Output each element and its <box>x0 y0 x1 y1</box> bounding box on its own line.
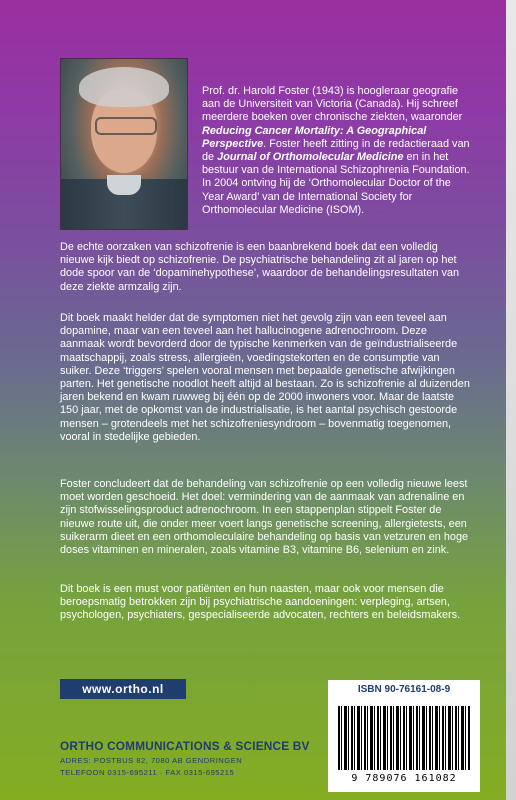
ean-number: 9 789076 161082 <box>351 773 457 784</box>
bio-text-1: Prof. dr. Harold Foster (1943) is hoogleraar geografie aan de Universiteit van Victoria (Canada). Hij schreef meerdere boeken over chronische ziekten, waaronder <box>202 85 463 124</box>
bio-text-2: . Foster heeft zitting in de redactieraad van de <box>202 137 470 164</box>
photo-hair <box>79 67 169 107</box>
publisher-address: ADRES: POSTBUS 82, 7080 AB GENDRINGEN <box>60 756 243 765</box>
publisher-phone-fax: TELEFOON 0315-695211 · FAX 0315-695215 <box>60 768 235 777</box>
blurb-paragraph-intro: De echte oorzaken van schizofrenie is een baanbrekend boek dat een volledig nieuwe kijk biedt op schizofrenie. De psychiatrische behandeling zit al jaren op het dode spoor van de ‘dopaminehypothese’, waardoor de behandelingsresultaten van deze ziekte armzalig zijn. <box>60 241 460 293</box>
author-bio <box>202 85 472 217</box>
blurb-paragraph-treatment: Foster concludeert dat de behandeling van schizofrenie op een volledig nieuwe leest moet worden geschoeid. Het doel: vermindering van de aanmaak van adrenaline en zijn stofwisselingsproduct adrenochroom. In een stappenplan stippelt Foster de nieuwe route uit, die onder meer voert langs genetische screening, allergietests, een suikerarm dieet en een orthomoleculaire behandeling op basis van vetzuren en hoge doses vitaminen en mineralen, zoals vitamine B3, vitamine B6, selenium en zink. <box>60 478 469 557</box>
bio-text-3: en in het bestuur van de International Schizophrenia Foundation. In 2004 ontving hij de ‘Orthomolecular Doctor of the Year Award’ van de International Society for Orthomolecular Medicine (ISOM). <box>202 151 470 216</box>
author-photo <box>60 58 188 230</box>
publisher-name: ORTHO COMMUNICATIONS & SCIENCE BV <box>60 739 310 753</box>
website-label: www.ortho.nl <box>60 679 186 699</box>
book-spine-edge <box>506 0 516 800</box>
bio-journal-title: Journal of Orthomolecular Medicine <box>217 151 404 164</box>
blurb-paragraph-cause: Dit boek maakt helder dat de symptomen niet het gevolg zijn van een teveel aan dopamine, maar van een teveel aan het hallucinogene adrenochroom. Deze aanmaak wordt bevorderd door de typische kenmerken van de geïndustrialiseerde maatschappij, zoals stress, allergieën, voedingstekorten en de consumptie van suiker. Deze ‘triggers’ spelen vooral mensen met bepaalde genetische afwijkingen parten. Het genetische noodlot heeft altijd al bestaan. Zo is schizofrenie al duizenden jaren bekend en kwam ruwweg bij één op de 2000 inwoners voor. Maar de laatste 150 jaar, met de opkomst van de industrialisatie, is het aantal psychisch gestoorde mensen – grotendeels met het schizofreniesyndroom – bovenmatig toegenomen, vooral in stedelijke gebieden. <box>60 312 470 443</box>
isbn-text: ISBN 90-76161-08-9 <box>357 684 451 695</box>
blurb-paragraph-audience: Dit boek is een must voor patiënten en hun naasten, maar ook voor mensen die beroepsmatig betrokken zijn bij psychiatrische aandoeningen: verpleging, artsen, psychologen, psychiaters, gespecialiseerde advocaten, rechters en beleidsmakers. <box>60 583 461 622</box>
photo-glasses-icon <box>95 117 157 135</box>
bio-book-title: Reducing Cancer Mortality: A Geographical Perspective <box>202 124 427 150</box>
photo-collar <box>107 175 141 195</box>
